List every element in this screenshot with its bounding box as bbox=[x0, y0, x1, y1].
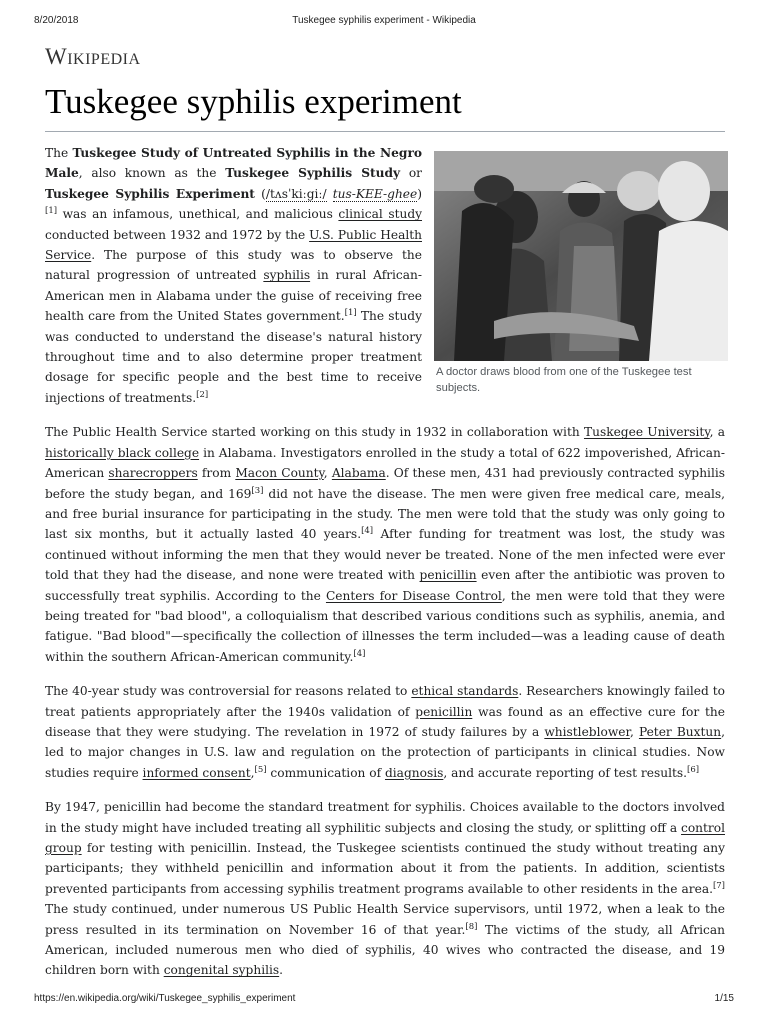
link-peter-buxtun[interactable]: Peter Buxtun bbox=[638, 724, 722, 739]
citation[interactable]: [1] bbox=[344, 308, 357, 319]
print-page-number: 1/15 bbox=[714, 993, 734, 1004]
paragraph-3: The 40-year study was controversial for reasons related to ethical standards. Researchers knowingly failed to treat patients appropriately after the 1940s validation of penicillin was found as an effective cure for the disease that they were studying. The revelation in 1972 of study failures by a whistleblower, Peter Buxtun, led to major changes in U.S. law and regulation on the protection of participants in clinical studies. Now studies require informed consent,[5] communication of diagnosis, and accurate reporting of test results.[6] bbox=[45, 684, 725, 780]
citation[interactable]: [2] bbox=[196, 389, 209, 400]
print-footer bbox=[0, 993, 768, 1009]
print-date: 8/20/2018 bbox=[34, 15, 79, 26]
link-informed-consent[interactable]: informed consent bbox=[142, 765, 251, 780]
link-control-group[interactable]: control group bbox=[45, 820, 725, 855]
link-tuskegee-university[interactable]: Tuskegee University bbox=[583, 425, 710, 440]
paragraph-2: The Public Health Service started working on this study in 1932 in collaboration with Tuskegee University, a historically black college in Alabama. Investigators enrolled in the study a total of 622 impoverished, African-American sharecroppers from Macon County, Alabama. Of these men, 431 had previously contracted syphilis before the study began, and 169[3] did not have the disease. The men were given free medical care, meals, and free burial insurance for participating in the study. The men were told that the study was only going to last six months, but it actually lasted 40 years.[4] After funding for treatment was lost, the study was continued without informing the men that they would never be treated. None of the men infected were ever told that they had the disease, and none were treated with penicillin even after the antibiotic was proven to successfully treat syphilis. According to the Centers for Disease Control, the men were told that they were being treated for "bad blood", a colloquialism that described various conditions such as syphilis, anemia, and fatigue. "Bad blood"—specifically the collection of illnesses the term included—was a leading cause of death within the southern African-American community.[4] bbox=[45, 425, 725, 664]
paragraph-1: The Tuskegee Study of Untreated Syphilis in the Negro Male, also known as the Tuskegee Syphilis Study or Tuskegee Syphilis Experiment (/tʌsˈkiːgiː/ tus-KEE-ghee)[1] was an infamous, unethical, and malicious clinical study conducted between 1932 and 1972 by the U.S. Public Health Service. The purpose of this study was to observe the natural progression of untreated syphilis in rural African-American men in Alabama under the guise of receiving free health care from the United States government.[1] The study was conducted to understand the disease's natural history throughout time and to also determine proper treatment dosage for specific people and the best time to receive injections of treatments.[2] bbox=[45, 146, 423, 405]
link-historically-black-college[interactable]: historically black college bbox=[45, 445, 200, 460]
link-diagnosis[interactable]: diagnosis bbox=[384, 765, 444, 780]
link-clinical-study[interactable]: clinical study bbox=[338, 207, 423, 222]
wikipedia-wordmark[interactable]: Wikipedia bbox=[45, 44, 141, 69]
citation[interactable]: [3] bbox=[251, 485, 264, 496]
link-congenital-syphilis[interactable]: congenital syphilis bbox=[163, 963, 280, 978]
link-sharecroppers[interactable]: sharecroppers bbox=[108, 466, 198, 481]
link-penicillin[interactable]: penicillin bbox=[419, 568, 477, 583]
citation[interactable]: [4] bbox=[361, 526, 374, 537]
link-ethical-standards[interactable]: ethical standards bbox=[411, 684, 519, 699]
article-body bbox=[45, 143, 725, 995]
link-centers-for-disease-control[interactable]: Centers for Disease Control bbox=[325, 588, 502, 603]
print-header bbox=[0, 15, 768, 31]
citation[interactable]: [8] bbox=[465, 921, 478, 932]
link-whistleblower[interactable]: whistleblower bbox=[544, 724, 630, 739]
figure-photo[interactable] bbox=[434, 151, 728, 361]
figure-caption: A doctor draws blood from one of the Tuskegee test subjects. bbox=[436, 366, 692, 394]
link-macon-county[interactable]: Macon County bbox=[235, 466, 324, 481]
figure bbox=[434, 151, 728, 396]
print-url: https://en.wikipedia.org/wiki/Tuskegee_syphilis_experiment bbox=[34, 993, 296, 1004]
citation[interactable]: [7] bbox=[712, 880, 725, 891]
respelling[interactable]: tus-KEE-ghee bbox=[332, 186, 418, 201]
title-divider bbox=[45, 131, 725, 132]
citation[interactable]: [5] bbox=[254, 764, 267, 775]
link-alabama[interactable]: Alabama bbox=[331, 466, 386, 481]
print-page-title: Tuskegee syphilis experiment - Wikipedia bbox=[292, 15, 476, 26]
citation[interactable]: [4] bbox=[353, 648, 366, 659]
paragraph-4: By 1947, penicillin had become the standard treatment for syphilis. Choices available to the doctors involved in the study might have included treating all syphilitic subjects and closing the study, or splitting off a control group for testing with penicillin. Instead, the Tuskegee scientists continued the study without treating any participants; they withheld penicillin and information about it from the patients. In addition, scientists prevented participants from accessing syphilis treatment programs available to other residents in the area.[7] The study continued, under numerous US Public Health Service supervisors, until 1972, when a leak to the press resulted in its termination on November 16 of that year.[8] The victims of the study, all African American, included numerous men who died of syphilis, 40 wives who contracted the disease, and 19 children born with congenital syphilis. bbox=[45, 800, 725, 978]
link-syphilis[interactable]: syphilis bbox=[263, 268, 311, 283]
link-us-public-health-service[interactable]: U.S. Public Health Service bbox=[45, 227, 422, 263]
link-penicillin[interactable]: penicillin bbox=[415, 704, 473, 719]
citation[interactable]: [1] bbox=[45, 206, 58, 217]
photo-placeholder bbox=[434, 151, 728, 361]
ipa-pronunciation[interactable]: /tʌsˈkiːgiː/ bbox=[265, 186, 327, 201]
citation[interactable]: [6] bbox=[687, 764, 700, 775]
page-title: Tuskegee syphilis experiment bbox=[45, 82, 462, 121]
